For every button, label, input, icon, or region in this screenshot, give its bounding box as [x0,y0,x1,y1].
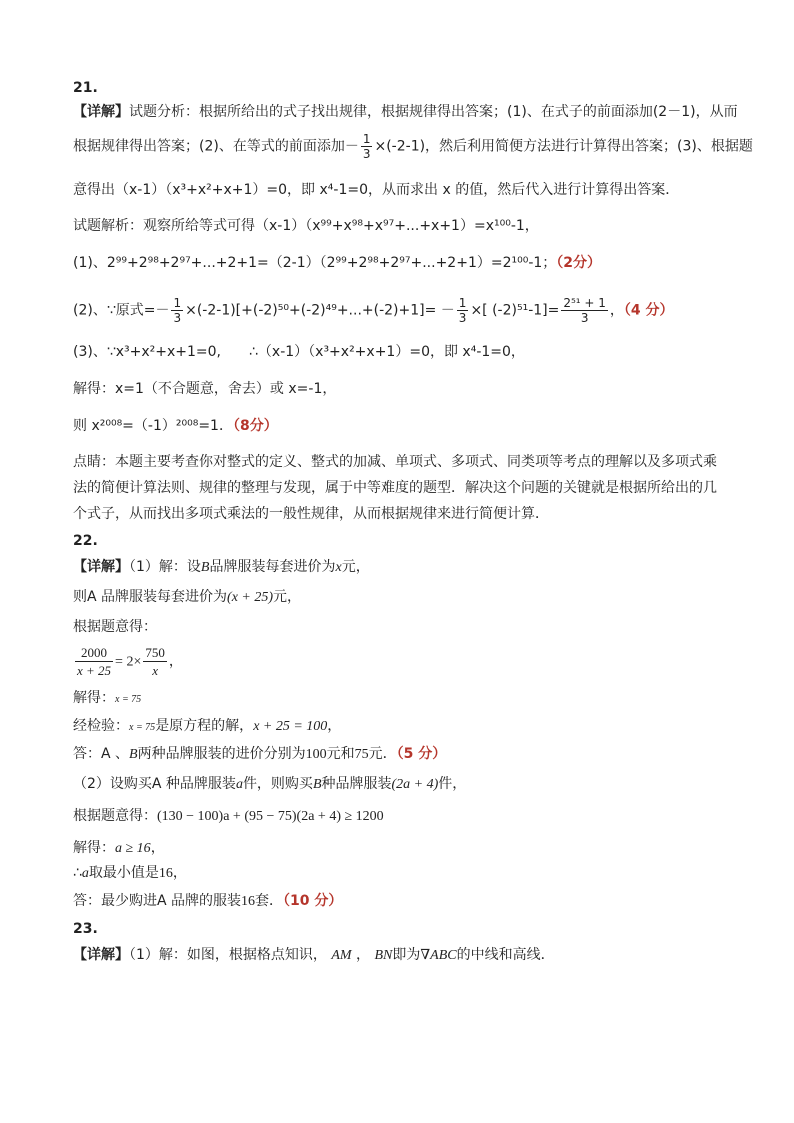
q22-answer1 [73,744,446,765]
var: BN [374,948,393,963]
text: 件，则购买 [242,776,313,792]
q23-number: 23. [73,921,98,937]
text: 元． [368,746,397,762]
value: 16 [158,866,173,881]
text: 经检验： [73,718,129,734]
q22-solve2 [73,838,165,859]
detail-label: 【详解】 [73,947,129,963]
score: （2分） [556,255,602,271]
q21-solve: 解得：x=1（不合题意，舍去）或 x=-1， [73,381,337,397]
text: = 2× [115,654,142,670]
numerator: 2⁵¹ + 1 [563,296,606,310]
q23-line1 [73,945,555,966]
text: ， [172,865,187,881]
text: 取最小值是 [88,865,159,881]
expr: x = 75 [115,694,142,705]
text: 两种品牌服装的进价分别为 [137,746,306,762]
q21-comment-1: 点睛：本题主要考查你对整式的定义、整式的加减、单项式、多项式、同类项等考点的理解以及多项式乘 [73,454,717,470]
numerator: 1 [458,296,467,310]
fraction [143,644,167,679]
fraction [361,132,373,161]
text: ， [150,840,165,856]
text: 解得： [73,690,115,706]
q22-line2 [73,587,301,608]
text: ∴ [73,865,82,881]
var: B [129,747,138,762]
score: （5 分） [396,746,447,762]
denominator: 3 [458,311,467,325]
var: a [81,866,89,881]
text: （1）解：如图，根据格点知识， [129,947,327,963]
q21-solution-intro: 试题解析：观察所给等式可得（x-1）（x⁹⁹+x⁹⁸+x⁹⁷+...+x+1）=x¹⁰⁰-1， [73,218,539,234]
var: a [235,777,243,792]
text: 元和 [326,746,355,762]
detail-label: 【详解】 [73,559,129,575]
q21-analysis-line3: 意得出（x-1）（x³+x²+x+1）=0，即 x⁴-1=0，从而求出 x 的值，然后代入进行计算得出答案． [73,182,680,198]
analysis-text: 根据规律得出答案；(2)、在等式的前面添加－ [73,138,359,155]
text: ， [168,653,183,670]
expr: a ≥ 16 [115,841,151,856]
analysis-text: ×(-2-1)，然后利用简便方法进行计算得出答案；(3)、根据题 [374,138,753,155]
expr: (2a + 4) [391,777,439,792]
text: 根据题意得： [73,808,157,824]
fraction [75,644,113,679]
detail-label: 【详解】 [73,104,129,120]
text: 是原方程的解， [155,718,254,734]
var: x [335,560,342,575]
denominator: 3 [173,311,182,325]
denominator: 3 [362,147,371,161]
text: 的中线和高线． [456,947,555,963]
value: 16 [241,894,256,909]
q22-line3: 根据题意得： [73,619,157,635]
var: B [200,560,210,575]
score: （10 分） [283,893,343,909]
numerator: 1 [362,132,371,146]
score: （8分） [232,418,278,434]
var: ∇ABC [420,948,457,963]
denominator: x + 25 [77,663,112,678]
q22-solve [73,688,141,710]
part2-text: (2)、∵原式=－ [73,302,170,319]
q22-line1 [73,557,370,578]
numerator: 1 [173,296,182,310]
q21-part2 [73,296,674,325]
fraction [457,296,469,325]
text: 即为 [392,947,421,963]
q22-part2 [73,774,466,795]
expr: x = 75 [129,722,156,733]
text: 元， [341,559,370,575]
value: 100 [305,747,327,762]
part2-text: ×[ (-2)⁵¹-1]= [470,302,560,319]
q22-equation [73,644,183,679]
part2-text: ×(-2-1)[+(-2)⁵⁰+(-2)⁴⁹+...+(-2)+1]= － [185,302,455,319]
q21-part1 [73,253,601,273]
score: （4 分） [623,302,674,319]
q22-number: 22. [73,533,98,549]
text: （1）解：设 [129,559,201,575]
then-text: 则 x²⁰⁰⁸=（-1）²⁰⁰⁸=1． [73,418,233,434]
fraction [561,296,608,325]
q22-inequality [73,806,384,827]
expr: (x + 25) [227,590,274,605]
part2-text: ， [609,302,624,319]
analysis-text: 试题分析：根据所给出的式子找出规律，根据规律得出答案；(1)、在式子的前面添加(2－1)，从而 [129,104,738,120]
text: 则A 品牌服装每套进价为 [73,589,228,605]
expr: (130 − 100)a + (95 − 75)(2a + 4) ≥ 1200 [157,809,384,824]
numerator: 750 [145,645,165,660]
text: 种品牌服装 [321,776,392,792]
q22-min [73,863,187,884]
q21-part3: (3)、∵x³+x²+x+1=0, ∴（x-1）（x³+x²+x+1）=0，即 x⁴-1=0， [73,344,525,360]
text: 元， [273,589,302,605]
q22-answer2 [73,891,342,912]
q21-comment-2: 法的简便计算法则、规律的整理与发现，属于中等难度的题型．解决这个问题的关键就是根据所给出的几 [73,480,717,496]
denominator: 3 [580,311,589,325]
text: ， [356,947,371,963]
q21-comment-3: 个式子，从而找出多项式乘法的一般性规律，从而根据规律来进行简便计算． [73,506,549,522]
q22-check [73,716,341,738]
fraction [171,296,183,325]
text: 答：A 、 [73,746,130,762]
q21-then [73,416,278,436]
part1-text: (1)、2⁹⁹+2⁹⁸+2⁹⁷+...+2+1=（2-1）（2⁹⁹+2⁹⁸+2⁹⁷+...+2+1）=2¹⁰⁰-1； [73,255,557,271]
q21-analysis-line1 [73,102,738,122]
denominator: x [152,663,158,678]
q21-analysis-line2 [73,132,753,161]
text: 套． [255,893,284,909]
text: 件， [438,776,467,792]
text: 品牌服装每套进价为 [209,559,336,575]
text: ， [327,718,342,734]
text: （2）设购买A 种品牌服装 [73,776,236,792]
text: 解得： [73,840,115,856]
numerator: 2000 [75,644,113,662]
var: AM [331,948,352,963]
expr: x + 25 = 100 [253,719,328,734]
text: 答：最少购进A 品牌的服装 [73,893,242,909]
q21-number: 21. [73,80,98,96]
var: B [312,777,322,792]
value: 75 [354,747,369,762]
